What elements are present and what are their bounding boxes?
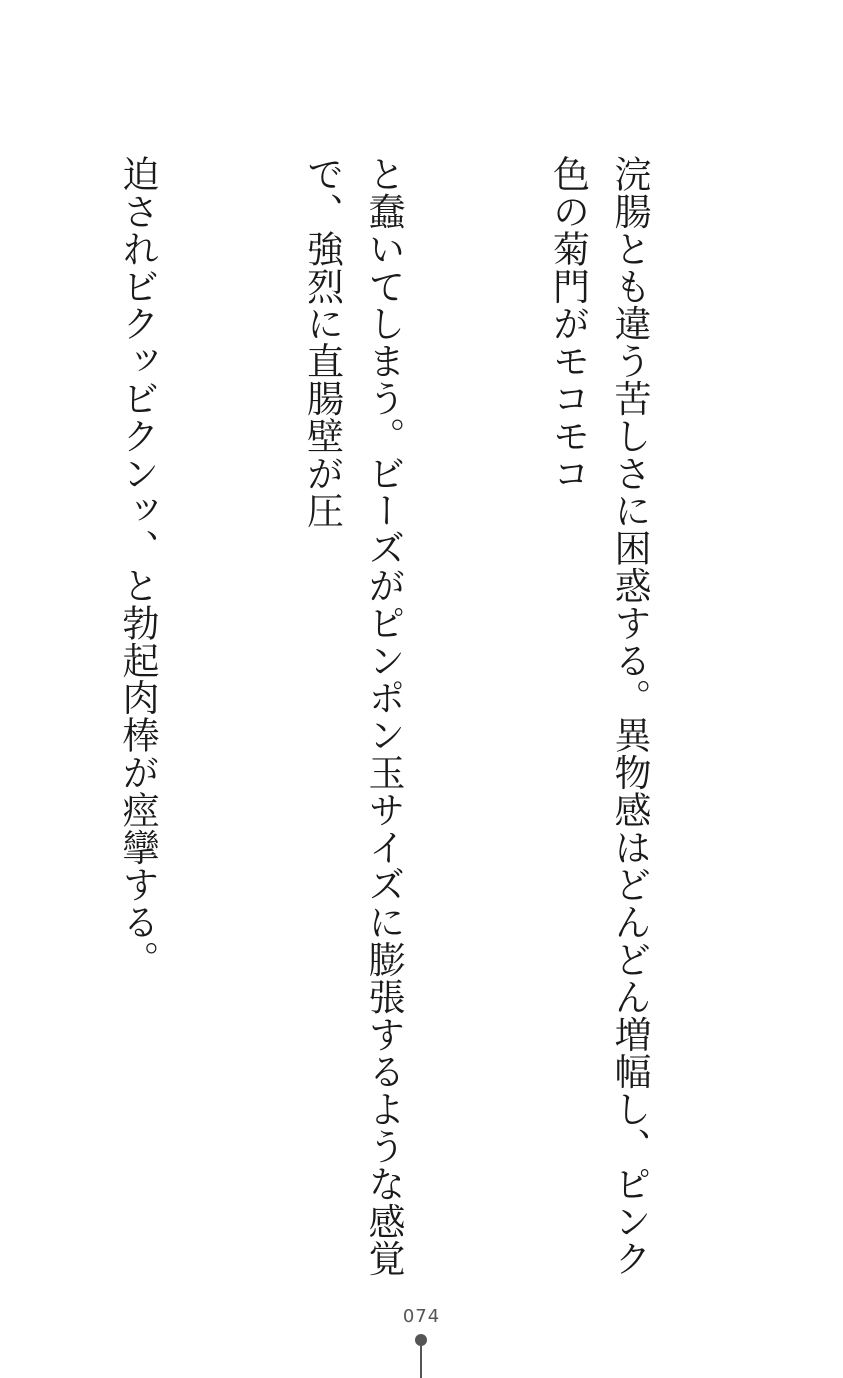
page-marker-dot-icon xyxy=(415,1334,427,1346)
vertical-text-block xyxy=(43,155,783,1280)
page-footer xyxy=(0,1306,843,1378)
page-number: 074 xyxy=(402,1306,441,1327)
text-line: 迫されビクッビクンッ、と勃起肉棒が痙攣する。 xyxy=(116,155,159,978)
text-line: 浣腸とも違う苦しさに困惑する。異物感はどんどん増幅し、ピンク色の菊門がモコモコ xyxy=(546,155,651,1277)
page-marker-line xyxy=(420,1346,422,1378)
text-line: と蠢いてしまう。ビーズがピンポン玉サイズに膨張するような感覚で、強烈に直腸壁が圧 xyxy=(300,155,405,1277)
